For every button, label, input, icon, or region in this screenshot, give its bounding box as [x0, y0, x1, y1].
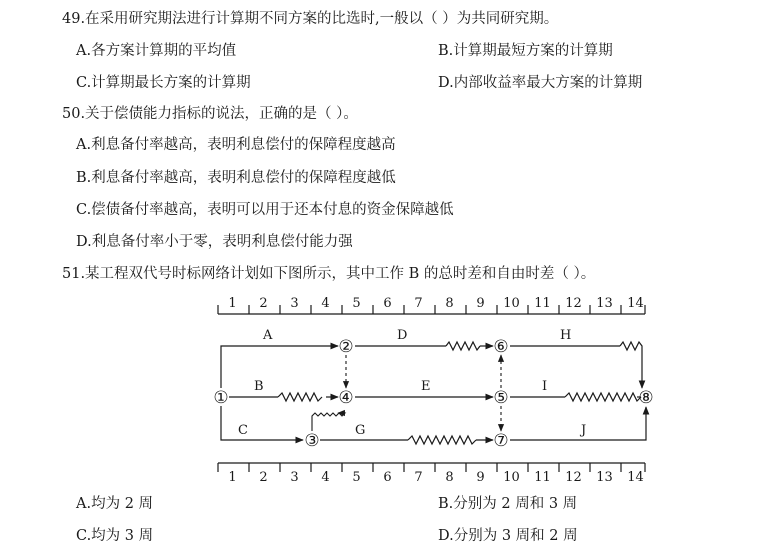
activity-h-wave [620, 342, 642, 388]
activity-a-arrow [221, 346, 338, 388]
label-e: E [421, 379, 431, 394]
label-j: J [581, 423, 587, 438]
label-a: A [263, 328, 273, 343]
activity-b-wave [278, 393, 322, 401]
question-51: 51.某工程双代号时标网络计划如下图所示，其中工作 B 的总时差和自由时差（ ）。 [62, 266, 596, 282]
top-scale-label: 5 [352, 296, 361, 311]
q50-option-c[interactable]: C.偿债备付率越高，表明可以用于还本付息的资金保障越低 [76, 202, 454, 218]
bottom-scale-label: 13 [596, 470, 613, 485]
top-scale-label: 8 [445, 296, 454, 311]
label-g: G [355, 423, 366, 438]
top-scale-label: 1 [228, 296, 237, 311]
activity-g-wave [408, 436, 476, 444]
q49-option-a[interactable]: A.各方案计算期的平均值 [76, 43, 237, 59]
label-d: D [397, 328, 408, 343]
bottom-scale-label: 3 [290, 470, 299, 485]
top-scale-label: 9 [476, 296, 485, 311]
bottom-scale-label: 10 [503, 470, 520, 485]
dummy-3-4 [312, 413, 345, 431]
node-6: ⑥ [493, 337, 509, 357]
q51-option-c[interactable]: C.均为 3 周 [76, 528, 154, 544]
top-scale-label: 3 [290, 296, 299, 311]
node-1: ① [213, 388, 229, 408]
bottom-scale-label: 14 [627, 470, 644, 485]
q50-option-b[interactable]: B.利息备付率越高，表明利息偿付的保障程度越低 [76, 170, 396, 186]
bottom-scale-label: 9 [476, 470, 485, 485]
activity-c-arrow [221, 406, 303, 440]
top-scale-label: 6 [383, 296, 392, 311]
top-scale-label: 4 [321, 296, 330, 311]
top-scale-label: 14 [627, 296, 644, 311]
bottom-scale-label: 5 [352, 470, 361, 485]
bottom-scale-label: 12 [565, 470, 582, 485]
top-scale-label: 11 [534, 296, 551, 311]
top-scale-label: 13 [596, 296, 613, 311]
label-c: C [238, 423, 248, 438]
question-49: 49.在采用研究期法进行计算期不同方案的比选时,一般以（ ）为共同研究期。 [62, 11, 559, 27]
bottom-scale-label: 11 [534, 470, 551, 485]
node-5: ⑤ [493, 388, 509, 408]
q50-option-a[interactable]: A.利息备付率越高，表明利息偿付的保障程度越高 [76, 137, 396, 153]
label-b: B [254, 379, 264, 394]
top-scale-label: 2 [259, 296, 268, 311]
bottom-scale-label: 2 [259, 470, 268, 485]
label-h: H [560, 328, 572, 343]
top-time-scale [218, 296, 645, 314]
bottom-scale-label: 4 [321, 470, 330, 485]
question-50: 50.关于偿债能力指标的说法，正确的是（ ）。 [62, 106, 358, 122]
node-7: ⑦ [493, 431, 509, 451]
label-i: I [542, 379, 548, 394]
bottom-scale-label: 7 [414, 470, 423, 485]
node-4: ④ [338, 388, 354, 408]
bottom-scale-label: 1 [228, 470, 237, 485]
q49-option-b[interactable]: B.计算期最短方案的计算期 [438, 43, 613, 59]
node-8: ⑧ [638, 388, 654, 408]
q51-option-a[interactable]: A.均为 2 周 [76, 496, 154, 512]
top-scale-label: 10 [503, 296, 520, 311]
activity-d-wave [446, 342, 480, 350]
q49-option-c[interactable]: C.计算期最长方案的计算期 [76, 75, 251, 91]
activity-j-arrow [510, 407, 646, 440]
node-2: ② [338, 337, 354, 357]
top-scale-label: 12 [565, 296, 582, 311]
top-scale-label: 7 [414, 296, 423, 311]
q51-option-b[interactable]: B.分别为 2 周和 3 周 [438, 496, 578, 512]
activity-i-wave [565, 393, 641, 401]
bottom-scale-label: 8 [445, 470, 454, 485]
q50-option-d[interactable]: D.利息备付率小于零，表明利息偿付能力强 [76, 234, 353, 250]
q51-option-d[interactable]: D.分别为 3 周和 2 周 [438, 528, 578, 544]
bottom-time-scale [218, 463, 645, 485]
bottom-scale-label: 6 [383, 470, 392, 485]
node-3: ③ [304, 431, 320, 451]
q49-option-d[interactable]: D.内部收益率最大方案的计算期 [438, 75, 643, 91]
